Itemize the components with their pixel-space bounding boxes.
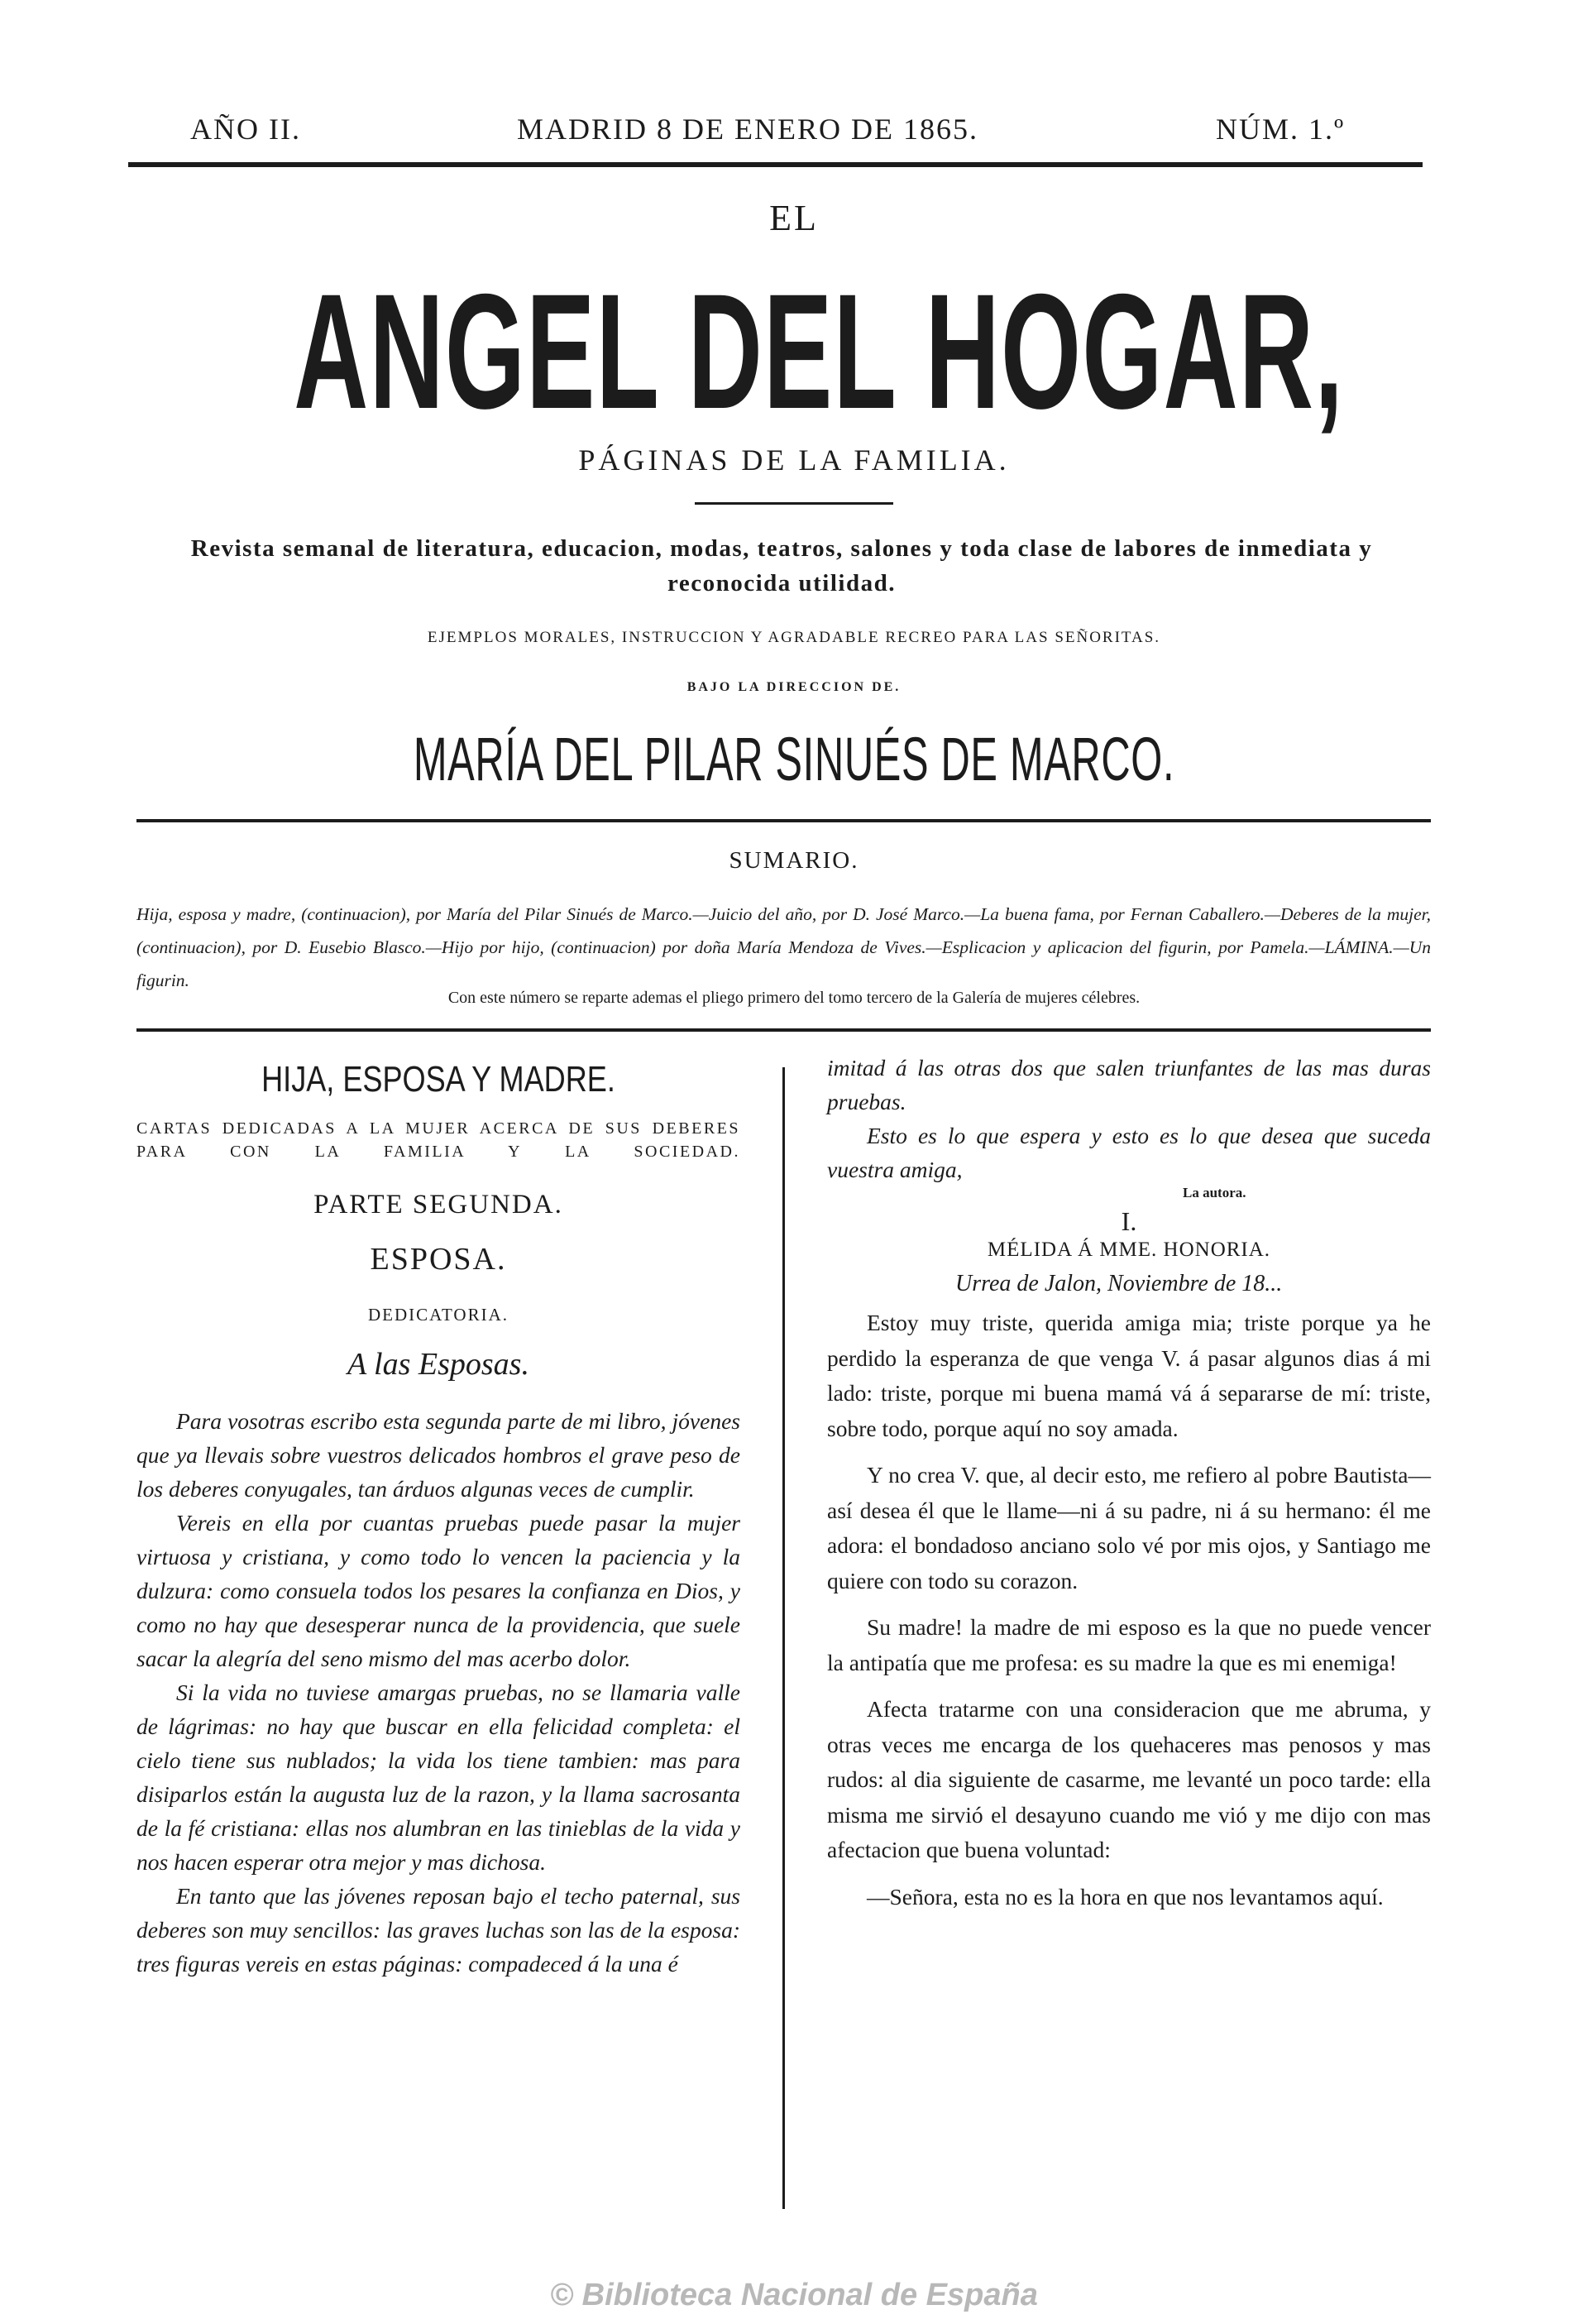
letter-number: I. — [1121, 1206, 1137, 1236]
article-subtitle: CARTAS DEDICADAS A LA MUJER ACERCA DE SUS DEBERES PARA CON LA FAMILIA Y LA SOCIEDAD. — [136, 1119, 740, 1161]
masthead-article: EL — [769, 198, 819, 238]
summary-text: Hija, esposa y madre, (continuacion), por María del Pilar Sinués de Marco.—Juicio del año, por D. José Marco.—La buena fama, por Fernan Caballero.—Deberes de la mujer, (continuacion), por D. Eusebio Blasco.—Hijo por hijo, (continuacion) por doña María Mendoza de Vives.—Esplicacion y aplicacion del figurin, por Pamela.—LÁMINA.—Un figurin. — [136, 904, 1431, 990]
summary-note: Con este número se reparte ademas el pliego primero del tomo tercero de la Galería de mujeres célebres. — [447, 989, 1141, 1007]
director-name: MARÍA DEL PILAR SINUÉS DE MARCO. — [413, 725, 1175, 793]
letter-heading: MÉLIDA Á MME. HONORIA. — [987, 1239, 1271, 1261]
issue-date: MADRID 8 DE ENERO DE 1865. — [517, 113, 978, 146]
paragraph: —Señora, esta no es la hora en que nos levantamos aquí. — [867, 1883, 1384, 1910]
masthead-title: ANGEL DEL HOGAR, — [294, 260, 1345, 443]
paragraph: Vereis en ella por cuantas pruebas puede pasar la mujer virtuosa y cristiana, y como todo lo vencen la paciencia y la dulzura: como consuela todos los pesares la confianza en Dios, y como no hay que desesperar nunca de la providencia, que suele sacar la alegría del seno mismo del mas acerbo dolor. — [136, 1510, 740, 1671]
paragraph: Esto es lo que espera y esto es lo que desea que suceda vuestra amiga, — [827, 1123, 1431, 1182]
article-part: PARTE SEGUNDA. — [313, 1190, 563, 1220]
paragraph: Y no crea V. que, al decir esto, me refiero al pobre Bautista—así desea él que le llame—ni á su padre, ni á su hermano: él me adora: el bondadoso anciano solo vé por mis ojos, y Santiago me quiere con todo su corazon. — [827, 1462, 1431, 1593]
left-column-text — [136, 1404, 740, 1981]
volume-year: AÑO II. — [190, 113, 301, 146]
paragraph: imitad á las otras dos que salen triunfantes de las mas duras pruebas. — [827, 1055, 1431, 1114]
summary-heading: SUMARIO. — [729, 847, 859, 874]
column-divider — [782, 1067, 785, 2209]
subtitle-rule — [695, 502, 893, 505]
morals-line: EJEMPLOS MORALES, INSTRUCCION Y AGRADABLE RECREO PARA LAS SEÑORITAS. — [427, 629, 1161, 646]
paragraph: En tanto que las jóvenes reposan bajo el techo paternal, sus deberes son muy sencillos: las graves luchas son las de la esposa: tres figuras vereis en estas páginas: compadeced á la una é — [136, 1883, 740, 1977]
paragraph: Si la vida no tuviese amargas pruebas, no se llamaria valle de lágrimas: no hay que buscar en ella felicidad completa: el cielo tiene sus nublados; la vida los tiene tambien: mas para disiparlos están la augusta luz de la razon, y la llama sacrosanta de la fé cristiana: ellas nos alumbran en las tinieblas de la vida y nos hacen esperar otra mejor y mas dichosa. — [136, 1680, 740, 1875]
right-column-text — [827, 1306, 1431, 1914]
masthead-description: Revista semanal de literatura, educacion, modas, teatros, salones y toda clase de labores de inmediata y reconocida utilidad. — [190, 535, 1373, 597]
paragraph: Para vosotras escribo esta segunda parte de mi libro, jóvenes que ya llevais sobre vuestros delicados hombros el grave peso de los deberes conyugales, tan árduos algunas veces de cumplir. — [136, 1408, 740, 1502]
issue-number: NÚM. 1.º — [1216, 113, 1346, 146]
paragraph: Su madre! la madre de mi esposo es la que no puede vencer la antipatía que me profesa: es su madre la que es mi enemiga! — [827, 1614, 1431, 1675]
right-column-intro — [827, 1051, 1431, 1186]
copyright-watermark: © Biblioteca Nacional de España — [550, 2278, 1038, 2312]
paragraph: Estoy muy triste, querida amiga mia; triste porque ya he perdido la esperanza de que venga V. á pasar algunos dias á mi lado: triste, porque mi buena mamá vá á separarse de mí: triste, sobre todo, porque aquí no soy amada. — [827, 1310, 1431, 1441]
letter-place-date: Urrea de Jalon, Noviembre de 18... — [955, 1271, 1283, 1296]
masthead-subtitle: PÁGINAS DE LA FAMILIA. — [578, 443, 1010, 477]
summary-rule — [136, 1028, 1431, 1032]
direction-label: BAJO LA DIRECCION DE. — [686, 680, 902, 694]
dedication-title: A las Esposas. — [347, 1347, 529, 1382]
paragraph: Afecta tratarme con una consideracion que me abruma, y otras veces me encarga de los quehaceres mas penosos y mas rudos: al dia siguiente de casarme, me levanté un poco tarde: ella misma me sirvió el desayuno cuando me vió y me dijo con mas afectacion que buena voluntad: — [827, 1696, 1431, 1862]
dedication-label: DEDICATORIA. — [367, 1305, 509, 1325]
article-section: ESPOSA. — [370, 1242, 507, 1277]
header-rule — [128, 162, 1423, 167]
author-signature: La autora. — [1183, 1185, 1246, 1200]
director-rule — [136, 819, 1431, 822]
article-title: HIJA, ESPOSA Y MADRE. — [261, 1059, 615, 1100]
